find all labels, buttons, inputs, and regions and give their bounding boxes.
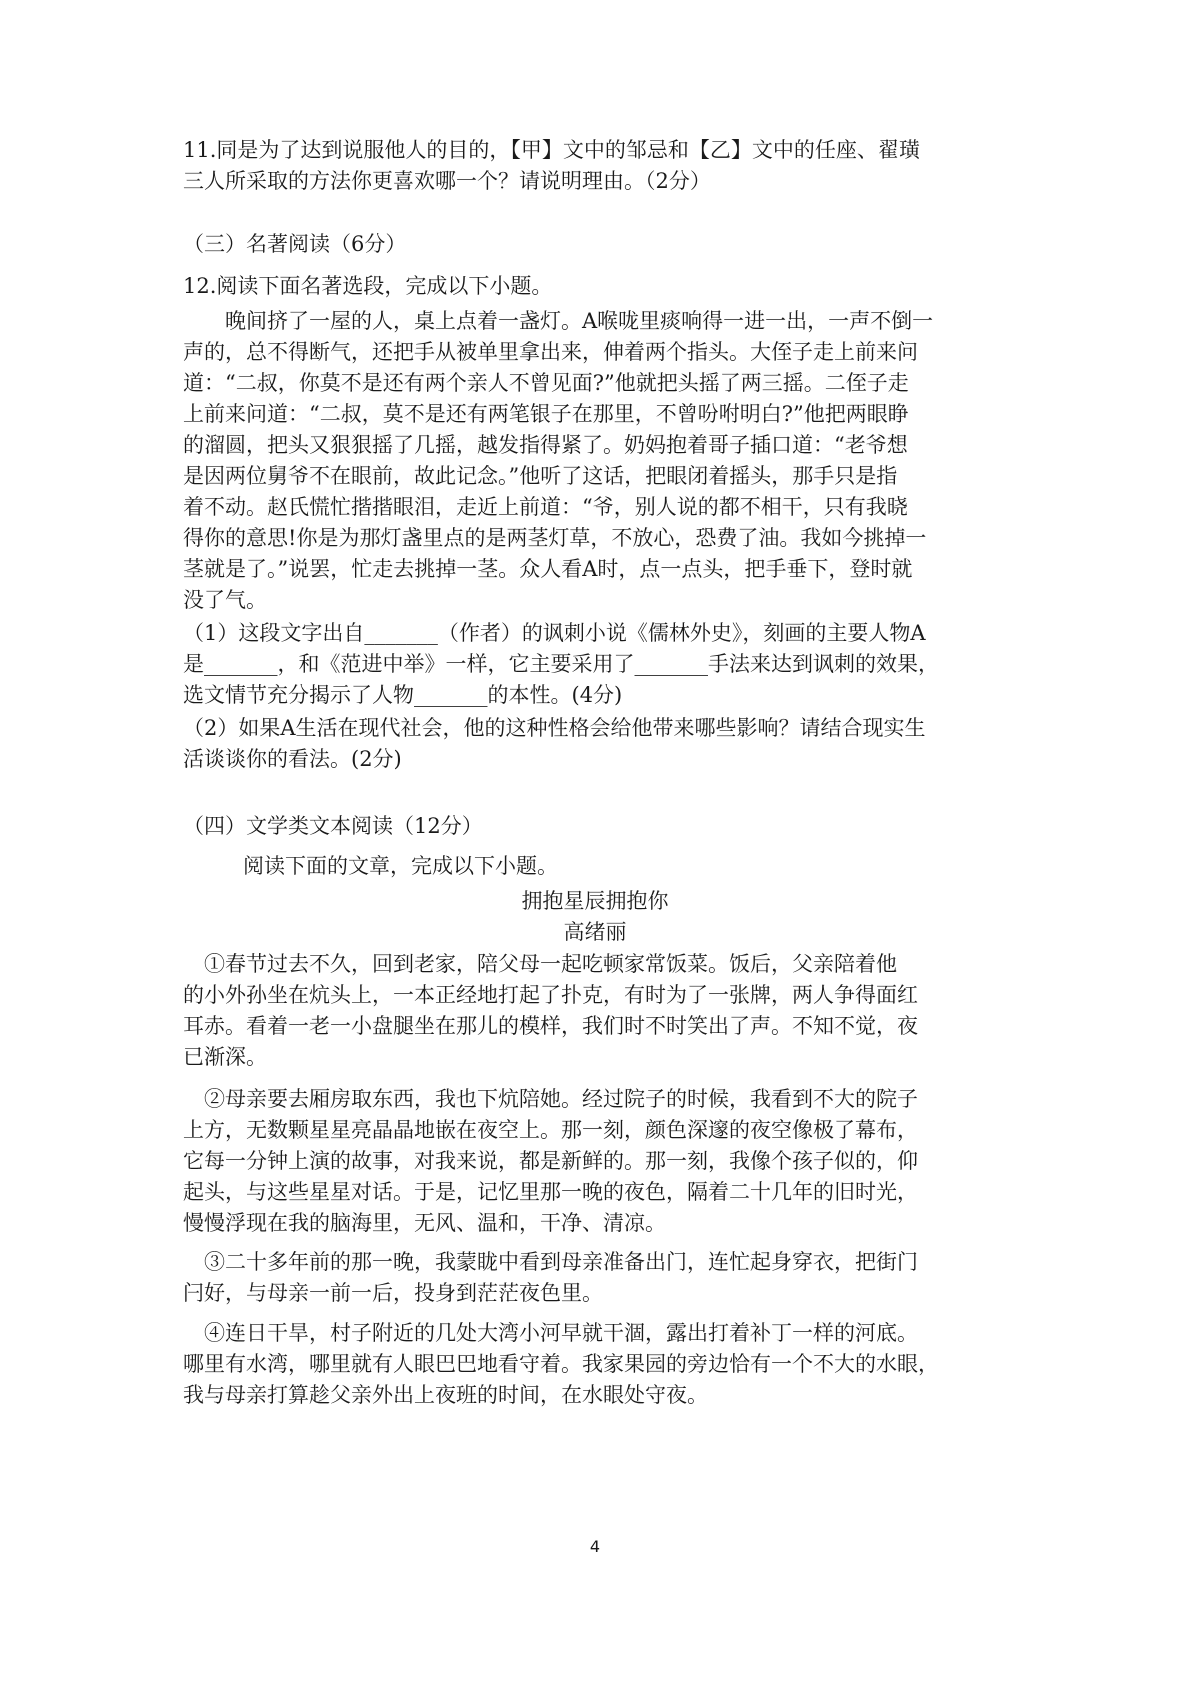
article-paragraph-4: ④连日干旱，村子附近的几处大湾小河早就干涸，露出打着补丁一样的河底。 bbox=[183, 1321, 918, 1345]
article-paragraph-3: ③二十多年前的那一晚，我蒙眬中看到母亲准备出门，连忙起身穿衣，把街门 bbox=[183, 1250, 918, 1274]
passage-line: 晚间挤了一屋的人，桌上点着一盏灯。A喉咙里痰响得一进一出，一声不倒一 bbox=[183, 309, 934, 333]
q12-title: 12.阅读下面名著选段，完成以下小题。 bbox=[183, 274, 553, 298]
passage-line: 的溜圆，把头又狠狠摇了几摇，越发指得紧了。奶妈抱着哥子插口道：“老爷想 bbox=[183, 433, 908, 457]
article-paragraph-4: 哪里有水湾，哪里就有人眼巴巴地看守着。我家果园的旁边恰有一个不大的水眼， bbox=[183, 1352, 939, 1376]
passage-line: 是因两位舅爷不在眼前，故此记念。”他听了这话，把眼闭着摇头，那手只是指 bbox=[183, 464, 898, 488]
page-number: 4 bbox=[589, 1537, 601, 1556]
sub-question-1: 选文情节充分揭示了人物_______的本性。(4分) bbox=[183, 683, 623, 707]
article-paragraph-1: 耳赤。看着一老一小盘腿坐在那儿的模样，我们时不时笑出了声。不知不觉，夜 bbox=[183, 1014, 918, 1038]
passage-line: 声的，总不得断气，还把手从被单里拿出来，伸着两个指头。大侄子走上前来问 bbox=[183, 340, 918, 364]
passage-line: 没了气。 bbox=[183, 588, 267, 612]
passage-line: 着不动。赵氏慌忙揩揩眼泪，走近上前道：“爷，别人说的都不相干，只有我晓 bbox=[183, 495, 908, 519]
passage-line: 上前来问道：“二叔，莫不是还有两笔银子在那里，不曾吩咐明白?”他把两眼睁 bbox=[183, 402, 909, 426]
article-paragraph-2: 慢慢浮现在我的脑海里，无风、温和，干净、清凉。 bbox=[183, 1211, 666, 1235]
article-paragraph-2: 上方，无数颗星星亮晶晶地嵌在夜空上。那一刻，颜色深邃的夜空像极了幕布， bbox=[183, 1118, 918, 1142]
article-title: 拥抱星辰拥抱你 bbox=[521, 889, 669, 913]
article-author: 高绪丽 bbox=[563, 920, 627, 944]
article-paragraph-4: 我与母亲打算趁父亲外出上夜班的时间，在水眼处守夜。 bbox=[183, 1383, 708, 1407]
article-paragraph-2: 它每一分钟上演的故事，对我来说，都是新鲜的。那一刻，我像个孩子似的，仰 bbox=[183, 1149, 918, 1173]
passage-line: 茎就是了。”说罢，忙走去挑掉一茎。众人看A时，点一点头，把手垂下，登时就 bbox=[183, 557, 913, 581]
q11-line: 三人所采取的方法你更喜欢哪一个？请说明理由。（2分） bbox=[183, 169, 711, 193]
article-paragraph-3: 闩好，与母亲一前一后，投身到茫茫夜色里。 bbox=[183, 1281, 603, 1305]
article-paragraph-1: ①春节过去不久，回到老家，陪父母一起吃顿家常饭菜。饭后，父亲陪着他 bbox=[183, 952, 897, 976]
article-paragraph-1: 已渐深。 bbox=[183, 1045, 267, 1069]
article-paragraph-2: 起头，与这些星星对话。于是，记忆里那一晚的夜色，隔着二十几年的旧时光， bbox=[183, 1180, 918, 1204]
section4-instruction: 阅读下面的文章，完成以下小题。 bbox=[243, 854, 558, 878]
sub-question-2: 活谈谈你的看法。(2分) bbox=[183, 747, 402, 771]
passage-line: 得你的意思!你是为那灯盏里点的是两茎灯草，不放心，恐费了油。我如今挑掉一 bbox=[183, 526, 927, 550]
sub-question-1: （1）这段文字出自_______（作者）的讽刺小说《儒林外史》，刻画的主要人物A bbox=[183, 621, 926, 645]
article-paragraph-1: 的小外孙坐在炕头上，一本正经地打起了扑克，有时为了一张牌，两人争得面红 bbox=[183, 983, 918, 1007]
sub-question-2: （2）如果A生活在现代社会，他的这种性格会给他带来哪些影响？请结合现实生 bbox=[183, 716, 926, 740]
passage-line: 道：“二叔，你莫不是还有两个亲人不曾见面?”他就把头摇了两三摇。二侄子走 bbox=[183, 371, 909, 395]
section4-heading: （四）文学类文本阅读（12分） bbox=[183, 814, 483, 838]
q11-line: 11.同是为了达到说服他人的目的，【甲】文中的邹忌和【乙】文中的任座、翟璜 bbox=[183, 138, 920, 162]
article-paragraph-2: ②母亲要去厢房取东西，我也下炕陪她。经过院子的时候，我看到不大的院子 bbox=[183, 1087, 918, 1111]
sub-question-1: 是_______，和《范进中举》一样，它主要采用了_______手法来达到讽刺的效果， bbox=[183, 652, 939, 676]
section3-heading: （三）名著阅读（6分） bbox=[183, 232, 407, 256]
